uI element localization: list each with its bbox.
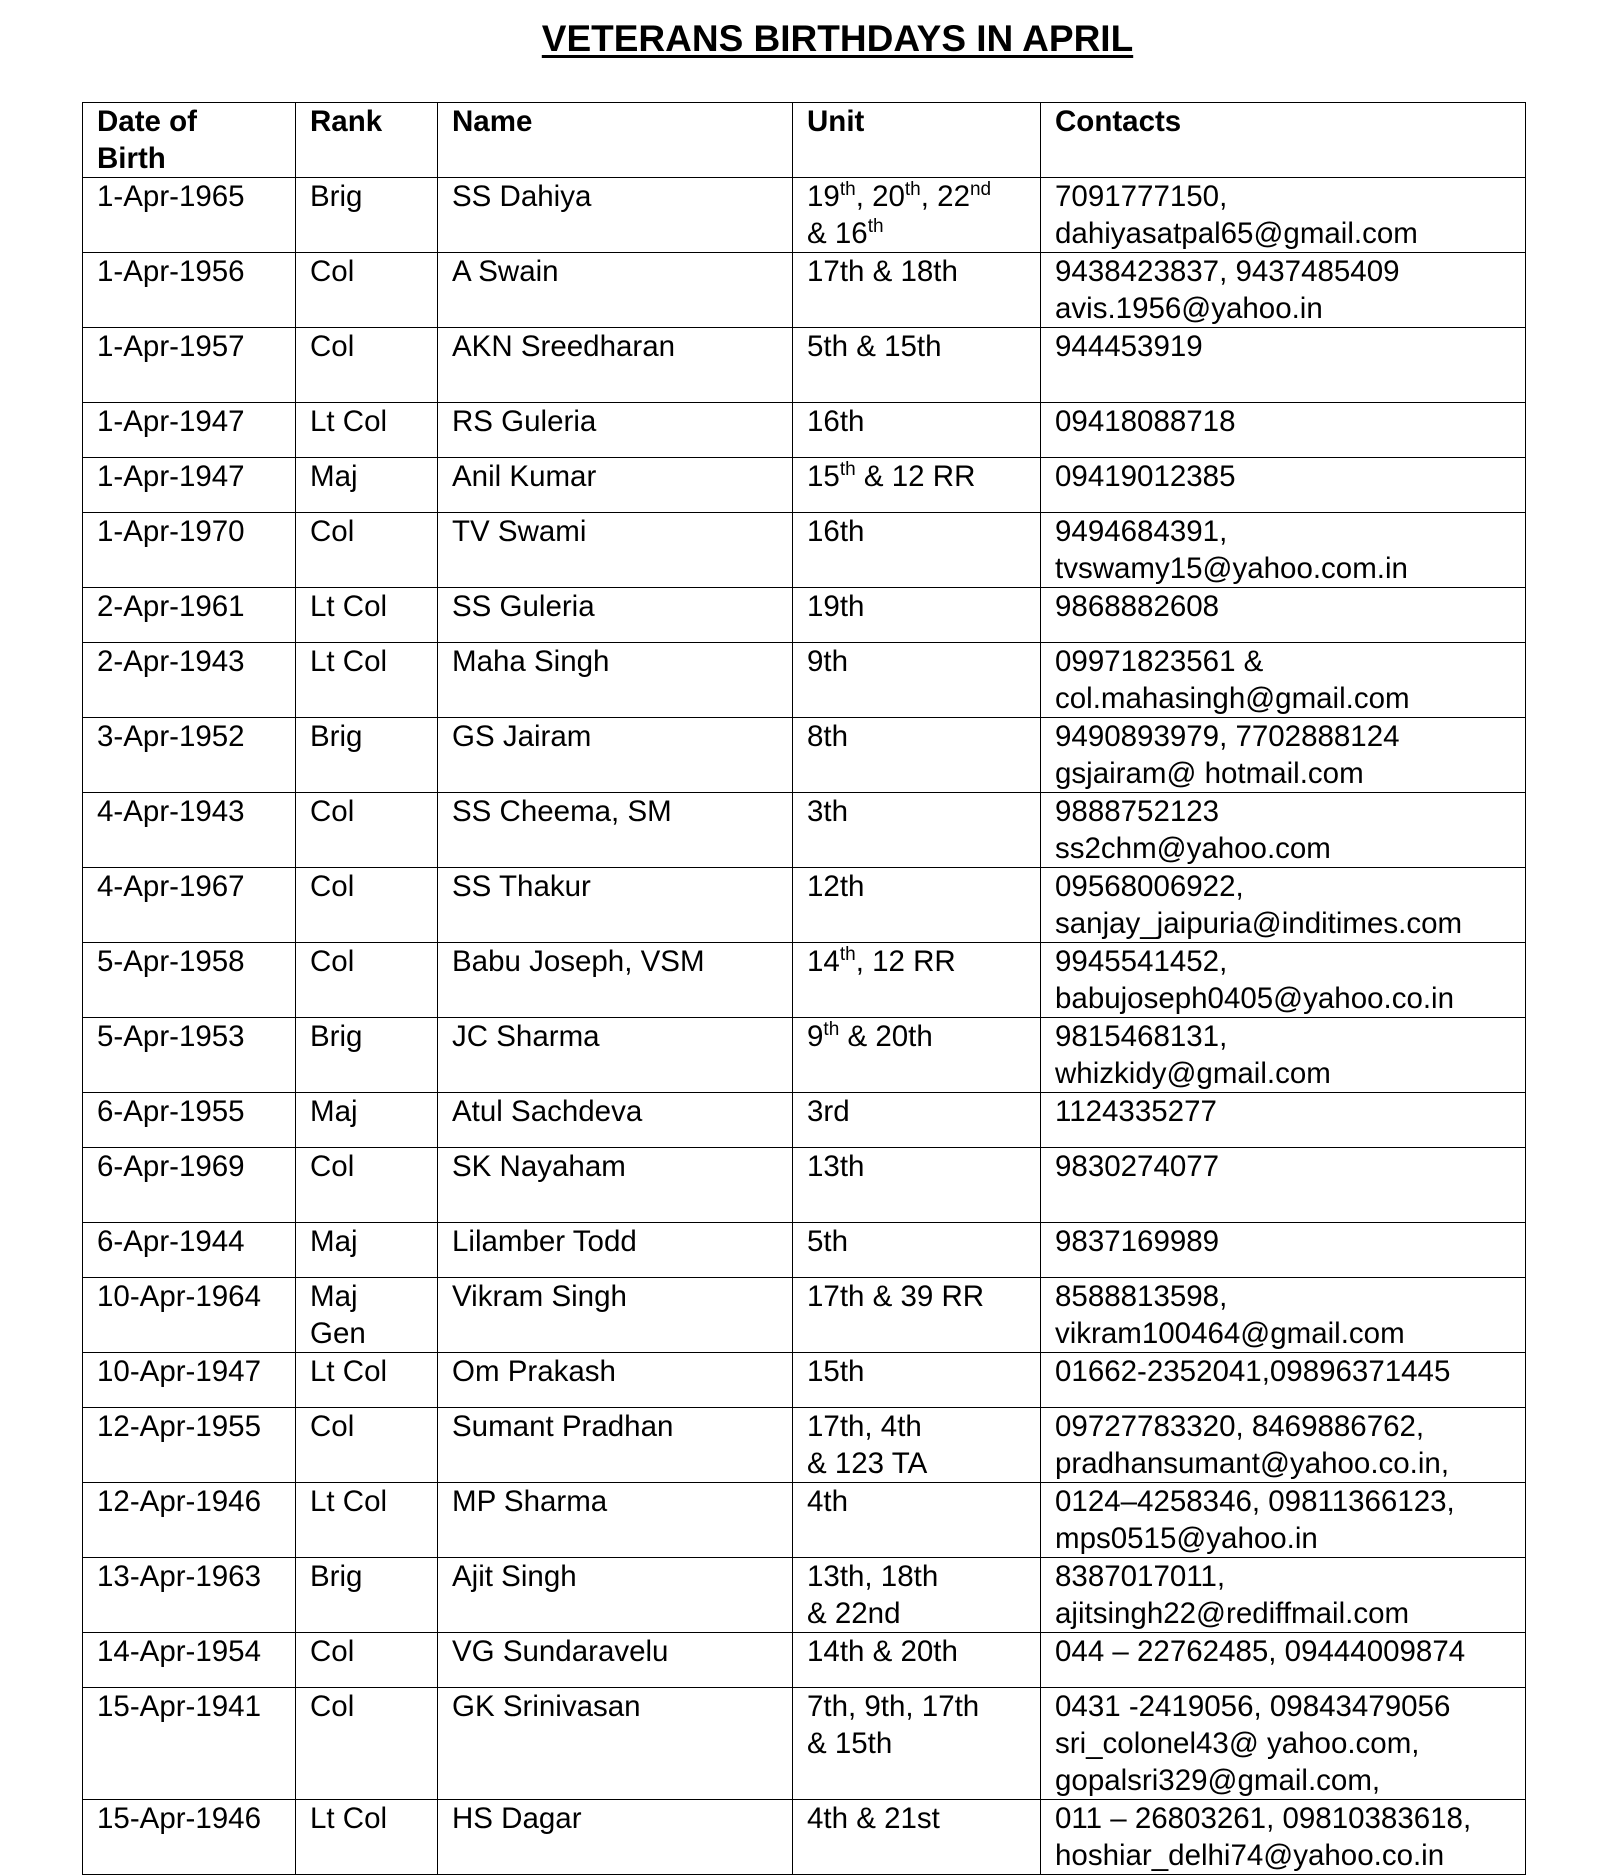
cell-unit: 3rd [793,1093,1041,1148]
cell-rank: Maj Gen [296,1278,438,1353]
cell-unit: 15th [793,1353,1041,1408]
cell-unit: 12th [793,868,1041,943]
cell-unit: 5th [793,1223,1041,1278]
cell-name: Anil Kumar [438,458,793,513]
cell-unit: 16th [793,403,1041,458]
cell-rank: Maj [296,1223,438,1278]
cell-name: SS Dahiya [438,178,793,253]
cell-unit: 17th, 4th & 123 TA [793,1408,1041,1483]
cell-rank: Brig [296,1558,438,1633]
cell-contacts: 9438423837, 9437485409 avis.1956@yahoo.in [1041,253,1526,328]
cell-name: Lilamber Todd [438,1223,793,1278]
cell-name: SS Guleria [438,588,793,643]
table-row [83,253,1526,328]
table-row [83,943,1526,1018]
table-row [83,1408,1526,1483]
cell-dob: 1-Apr-1947 [83,403,296,458]
table-row [83,328,1526,403]
cell-dob: 1-Apr-1957 [83,328,296,403]
cell-contacts: 01662-2352041,09896371445 [1041,1353,1526,1408]
cell-contacts: 9945541452, babujoseph0405@yahoo.co.in [1041,943,1526,1018]
cell-rank: Col [296,253,438,328]
cell-name: AKN Sreedharan [438,328,793,403]
cell-unit: 8th [793,718,1041,793]
cell-name: A Swain [438,253,793,328]
cell-contacts: 7091777150, dahiyasatpal65@gmail.com [1041,178,1526,253]
cell-dob: 13-Apr-1963 [83,1558,296,1633]
cell-rank: Col [296,1633,438,1688]
cell-contacts: 09971823561 & col.mahasingh@gmail.com [1041,643,1526,718]
cell-dob: 10-Apr-1964 [83,1278,296,1353]
table-row [83,1018,1526,1093]
cell-name: SS Cheema, SM [438,793,793,868]
cell-rank: Col [296,943,438,1018]
table-row [83,458,1526,513]
cell-unit: 3th [793,793,1041,868]
cell-dob: 12-Apr-1946 [83,1483,296,1558]
table-header-row [83,103,1526,178]
cell-name: Atul Sachdeva [438,1093,793,1148]
cell-dob: 4-Apr-1943 [83,793,296,868]
cell-dob: 14-Apr-1954 [83,1633,296,1688]
cell-rank: Col [296,328,438,403]
cell-name: JC Sharma [438,1018,793,1093]
cell-dob: 4-Apr-1967 [83,868,296,943]
cell-rank: Col [296,868,438,943]
table-row [83,718,1526,793]
column-header-date-of-birth: Date of Birth [83,103,296,178]
cell-rank: Brig [296,718,438,793]
cell-name: SS Thakur [438,868,793,943]
cell-contacts: 8588813598, vikram100464@gmail.com [1041,1278,1526,1353]
table-row [83,868,1526,943]
page-title: VETERANS BIRTHDAYS IN APRIL [541,18,1134,59]
cell-unit: 13th, 18th & 22nd [793,1558,1041,1633]
cell-contacts: 9868882608 [1041,588,1526,643]
column-header-contacts: Contacts [1041,103,1526,178]
cell-dob: 6-Apr-1955 [83,1093,296,1148]
cell-rank: Brig [296,178,438,253]
birthday-table-container [82,102,1525,1875]
cell-unit: 15th & 12 RR [793,458,1041,513]
cell-rank: Maj [296,458,438,513]
table-row [83,403,1526,458]
cell-name: SK Nayaham [438,1148,793,1223]
cell-dob: 1-Apr-1956 [83,253,296,328]
cell-name: GS Jairam [438,718,793,793]
column-header-name: Name [438,103,793,178]
cell-unit: 17th & 18th [793,253,1041,328]
cell-rank: Lt Col [296,403,438,458]
table-row [83,1800,1526,1875]
cell-dob: 15-Apr-1946 [83,1800,296,1875]
cell-dob: 1-Apr-1965 [83,178,296,253]
cell-dob: 12-Apr-1955 [83,1408,296,1483]
cell-unit: 5th & 15th [793,328,1041,403]
column-header-rank: Rank [296,103,438,178]
cell-rank: Lt Col [296,643,438,718]
cell-dob: 6-Apr-1969 [83,1148,296,1223]
cell-name: Vikram Singh [438,1278,793,1353]
cell-rank: Lt Col [296,1483,438,1558]
table-row [83,1353,1526,1408]
cell-name: RS Guleria [438,403,793,458]
cell-contacts: 0431 -2419056, 09843479056 sri_colonel43@ yahoo.com, gopalsri329@gmail.com, [1041,1688,1526,1800]
cell-contacts: 09568006922, sanjay_jaipuria@inditimes.com [1041,868,1526,943]
cell-contacts: 9815468131, whizkidy@gmail.com [1041,1018,1526,1093]
cell-contacts: 09727783320, 8469886762, pradhansumant@yahoo.co.in, [1041,1408,1526,1483]
cell-rank: Lt Col [296,1353,438,1408]
cell-contacts: 9490893979, 7702888124 gsjairam@ hotmail.com [1041,718,1526,793]
cell-contacts: 944453919 [1041,328,1526,403]
table-row [83,1223,1526,1278]
cell-dob: 5-Apr-1958 [83,943,296,1018]
table-row [83,588,1526,643]
cell-name: MP Sharma [438,1483,793,1558]
table-row [83,643,1526,718]
cell-unit: 4th & 21st [793,1800,1041,1875]
cell-rank: Col [296,793,438,868]
table-row [83,1558,1526,1633]
cell-unit: 9th [793,643,1041,718]
cell-name: Sumant Pradhan [438,1408,793,1483]
cell-unit: 19th, 20th, 22nd & 16th [793,178,1041,253]
table-row [83,793,1526,868]
cell-contacts: 9494684391, tvswamy15@yahoo.com.in [1041,513,1526,588]
cell-unit: 9th & 20th [793,1018,1041,1093]
cell-unit: 19th [793,588,1041,643]
cell-unit: 14th & 20th [793,1633,1041,1688]
cell-dob: 1-Apr-1970 [83,513,296,588]
cell-unit: 13th [793,1148,1041,1223]
cell-unit: 14th, 12 RR [793,943,1041,1018]
cell-rank: Lt Col [296,588,438,643]
cell-name: Babu Joseph, VSM [438,943,793,1018]
cell-dob: 3-Apr-1952 [83,718,296,793]
table-row [83,1483,1526,1558]
cell-dob: 2-Apr-1961 [83,588,296,643]
cell-contacts: 1124335277 [1041,1093,1526,1148]
cell-rank: Col [296,1148,438,1223]
cell-contacts: 09419012385 [1041,458,1526,513]
cell-rank: Col [296,1408,438,1483]
table-row [83,178,1526,253]
cell-rank: Col [296,1688,438,1800]
table-row [83,1633,1526,1688]
cell-name: Maha Singh [438,643,793,718]
column-header-unit: Unit [793,103,1041,178]
cell-name: VG Sundaravelu [438,1633,793,1688]
cell-contacts: 9837169989 [1041,1223,1526,1278]
cell-contacts: 0124–4258346, 09811366123, mps0515@yahoo.in [1041,1483,1526,1558]
cell-contacts: 9888752123 ss2chm@yahoo.com [1041,793,1526,868]
table-row [83,1093,1526,1148]
cell-name: Om Prakash [438,1353,793,1408]
cell-name: TV Swami [438,513,793,588]
cell-dob: 5-Apr-1953 [83,1018,296,1093]
cell-dob: 10-Apr-1947 [83,1353,296,1408]
cell-contacts: 8387017011, ajitsingh22@rediffmail.com [1041,1558,1526,1633]
cell-contacts: 9830274077 [1041,1148,1526,1223]
table-body [83,178,1526,1875]
cell-unit: 4th [793,1483,1041,1558]
cell-contacts: 044 – 22762485, 09444009874 [1041,1633,1526,1688]
table-row [83,1148,1526,1223]
table-row [83,1688,1526,1800]
cell-name: GK Srinivasan [438,1688,793,1800]
cell-rank: Brig [296,1018,438,1093]
cell-name: Ajit Singh [438,1558,793,1633]
cell-dob: 15-Apr-1941 [83,1688,296,1800]
table-row [83,513,1526,588]
birthday-table [82,102,1526,1875]
cell-unit: 17th & 39 RR [793,1278,1041,1353]
cell-rank: Col [296,513,438,588]
cell-dob: 6-Apr-1944 [83,1223,296,1278]
cell-dob: 1-Apr-1947 [83,458,296,513]
cell-dob: 2-Apr-1943 [83,643,296,718]
table-row [83,1278,1526,1353]
cell-rank: Lt Col [296,1800,438,1875]
cell-name: HS Dagar [438,1800,793,1875]
cell-unit: 7th, 9th, 17th & 15th [793,1688,1041,1800]
cell-rank: Maj [296,1093,438,1148]
cell-unit: 16th [793,513,1041,588]
cell-contacts: 011 – 26803261, 09810383618, hoshiar_delhi74@yahoo.co.in [1041,1800,1526,1875]
cell-contacts: 09418088718 [1041,403,1526,458]
